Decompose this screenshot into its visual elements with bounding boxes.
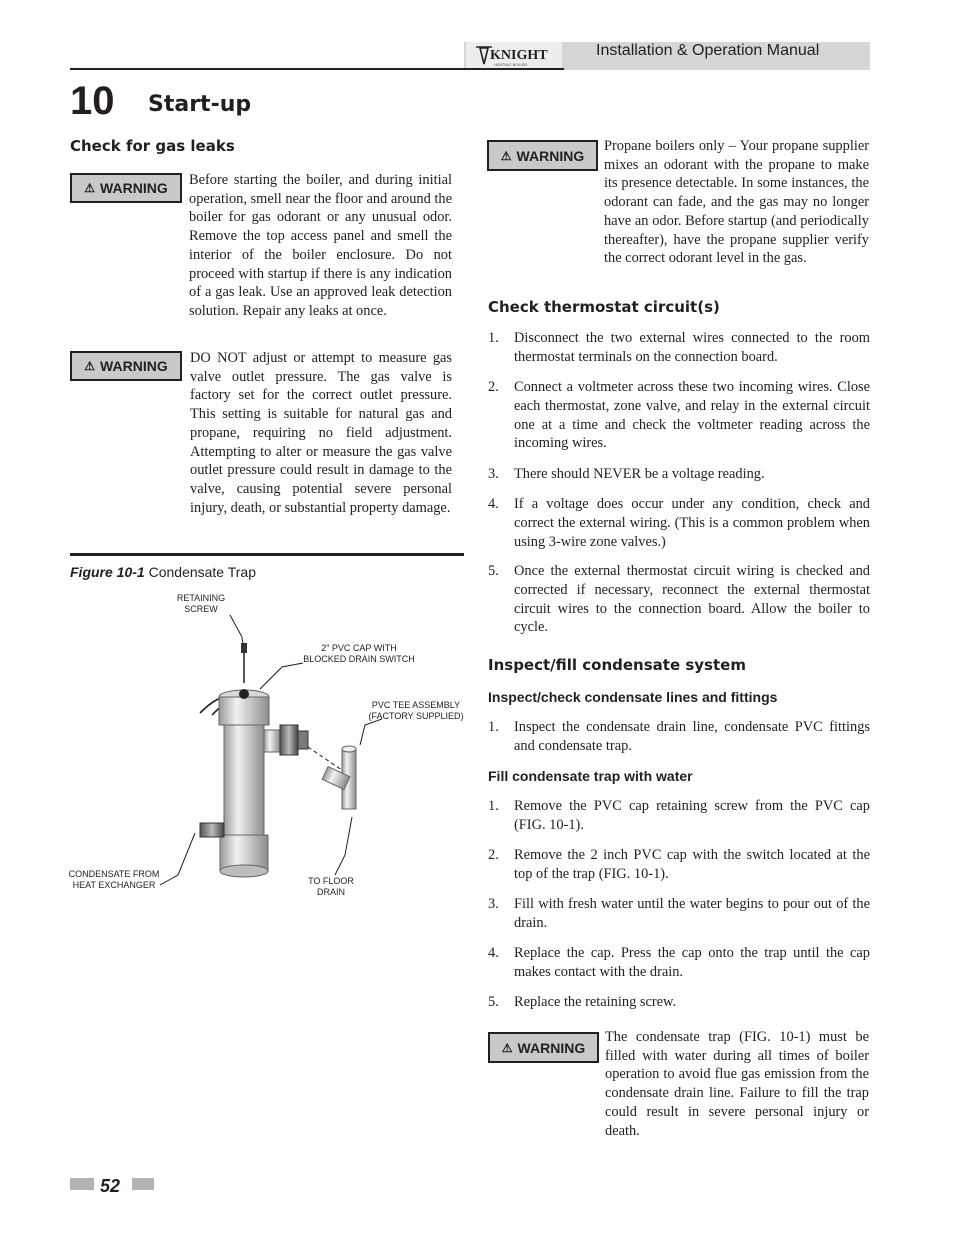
condensate-subheading: Inspect/check condensate lines and fittings xyxy=(488,689,778,705)
warning-label: WARNING xyxy=(100,358,168,374)
brand-logo xyxy=(466,42,562,70)
condensate-trap-figure xyxy=(60,585,470,905)
warning-label: WARNING xyxy=(517,1039,586,1056)
list-text: Connect a voltmeter across these two incoming wires. Close each thermostat, zone valve, and relay in the external circuit one at a time and check the voltmeter reading across the incoming wires. xyxy=(514,379,870,452)
list-item xyxy=(488,378,870,453)
list-number: 5. xyxy=(488,563,499,579)
label-to-floor-drain xyxy=(300,876,362,898)
warning-label: WARNING xyxy=(100,180,168,196)
label-line: BLOCKED DRAIN SWITCH xyxy=(303,654,415,664)
warning-triangle-icon: ⚠ xyxy=(500,148,512,163)
list-number: 5. xyxy=(488,994,499,1010)
condensate-heading: Inspect/fill condensate system xyxy=(488,656,746,674)
manual-title: Installation & Operation Manual xyxy=(596,42,820,59)
list-item xyxy=(488,846,870,884)
warning-badge xyxy=(487,140,598,171)
list-item xyxy=(488,562,870,637)
fill-trap-subheading: Fill condensate trap with water xyxy=(488,768,693,784)
label-line: PVC TEE ASSEMBLY xyxy=(371,700,461,710)
svg-text:HEATING BOILER: HEATING BOILER xyxy=(494,62,528,67)
label-condensate-from xyxy=(66,869,162,891)
list-item xyxy=(488,944,870,982)
condensate-warning-text: The condensate trap (FIG. 10-1) must be filled with water during all times of boiler operation to avoid flue gas emission from the condensate drain line. Failure to fill the trap could result in severe personal injury or death. xyxy=(605,1029,869,1139)
list-text: Remove the 2 inch PVC cap with the switch located at the top of the trap (FIG. 10-1). xyxy=(514,847,870,882)
warning-triangle-icon: ⚠ xyxy=(501,1040,513,1055)
warning-badge xyxy=(488,1032,599,1063)
list-number: 3. xyxy=(488,466,499,482)
page-number: 52 xyxy=(100,1176,121,1196)
list-text: Replace the cap. Press the cap onto the trap until the cap makes contact with the drain. xyxy=(514,945,870,980)
propane-warning-text: Propane boilers only – Your propane supplier mixes an odorant with the propane to make its presence detectable. In some instances, the odorant can fade, and the gas may no longer have an odor. Before startup (and periodically thereafter), have the propane supplier verify the correct odorant level in the gas. xyxy=(604,138,869,267)
list-item xyxy=(488,495,870,551)
list-text: There should NEVER be a voltage reading. xyxy=(514,466,765,482)
list-item xyxy=(488,329,870,367)
label-pvc-cap xyxy=(300,643,418,665)
list-text: Inspect the condensate drain line, condensate PVC fittings and condensate trap. xyxy=(514,719,870,754)
list-text: Replace the retaining screw. xyxy=(514,994,677,1010)
list-number: 4. xyxy=(488,496,499,512)
list-number: 1. xyxy=(488,719,499,735)
list-number: 1. xyxy=(488,330,499,346)
label-line: DRAIN xyxy=(316,887,345,897)
figure-number: Figure 10-1 xyxy=(70,564,145,580)
label-line: RETAINING xyxy=(176,593,226,603)
thermostat-heading: Check thermostat circuit(s) xyxy=(488,298,720,316)
gas-leak-warning-text: Before starting the boiler, and during initial operation, smell near the floor and around the boiler for gas odorant or any unusual odor. Remove the top access panel and smell the interior of the boiler enclosure. Do not proceed with startup if there is any indication of a gas leak. Use an approved leak detection solution. Repair any leaks at once. xyxy=(189,172,452,319)
warning-label: WARNING xyxy=(516,147,585,164)
label-retaining-screw xyxy=(168,593,234,615)
label-line: TO FLOOR xyxy=(308,876,354,886)
list-number: 4. xyxy=(488,945,499,961)
list-item xyxy=(488,993,870,1012)
warning-triangle-icon: ⚠ xyxy=(84,359,96,373)
list-text: If a voltage does occur under any condition, check and correct the external wiring. (This is a common problem when using 3-wire zone valves.) xyxy=(514,496,870,550)
list-number: 1. xyxy=(488,798,499,814)
list-item xyxy=(488,895,870,933)
header-rule xyxy=(70,68,564,70)
figure-rule xyxy=(70,553,464,556)
gas-valve-warning-text: DO NOT adjust or attempt to measure gas valve outlet pressure. The gas valve is factory set for the correct outlet pressure. This setting is suitable for natural gas and propane, requiring no field adjustment. Attempting to alter or measure the gas valve outlet pressure could result in damage to the valve, causing potential severe personal injury, death, or substantial property damage. xyxy=(190,350,452,516)
gas-leaks-heading: Check for gas leaks xyxy=(70,137,235,155)
list-number: 3. xyxy=(488,896,499,912)
list-item xyxy=(488,465,870,484)
list-text: Once the external thermostat circuit wiring is checked and corrected if necessary, reconnect the external thermostat circuit wires to the connection board. Allow the boiler to cycle. xyxy=(514,563,870,636)
list-item xyxy=(488,797,870,835)
label-line: HEAT EXCHANGER xyxy=(72,880,156,890)
list-text: Remove the PVC cap retaining screw from the PVC cap (FIG. 10-1). xyxy=(514,798,870,833)
label-line: CONDENSATE FROM xyxy=(68,869,160,879)
list-number: 2. xyxy=(488,379,499,395)
figure-title: Condensate Trap xyxy=(148,564,256,580)
list-item xyxy=(488,718,870,756)
label-line: SCREW xyxy=(184,604,218,614)
list-text: Disconnect the two external wires connected to the room thermostat terminals on the connection board. xyxy=(514,330,870,365)
label-pvc-tee xyxy=(364,700,468,722)
list-text: Fill with fresh water until the water begins to pour out of the drain. xyxy=(514,896,870,931)
figure-caption xyxy=(70,563,256,581)
warning-badge xyxy=(70,351,182,381)
list-number: 2. xyxy=(488,847,499,863)
page-bar xyxy=(132,1178,154,1190)
page-bar xyxy=(70,1178,94,1190)
logo-text: KNIGHT xyxy=(490,48,548,63)
chapter-title: Start-up xyxy=(148,92,252,117)
warning-badge xyxy=(70,173,182,203)
warning-triangle-icon: ⚠ xyxy=(84,181,96,195)
chapter-number: 10 xyxy=(70,79,115,123)
label-line: (FACTORY SUPPLIED) xyxy=(368,711,464,721)
label-line: 2" PVC CAP WITH xyxy=(321,643,397,653)
